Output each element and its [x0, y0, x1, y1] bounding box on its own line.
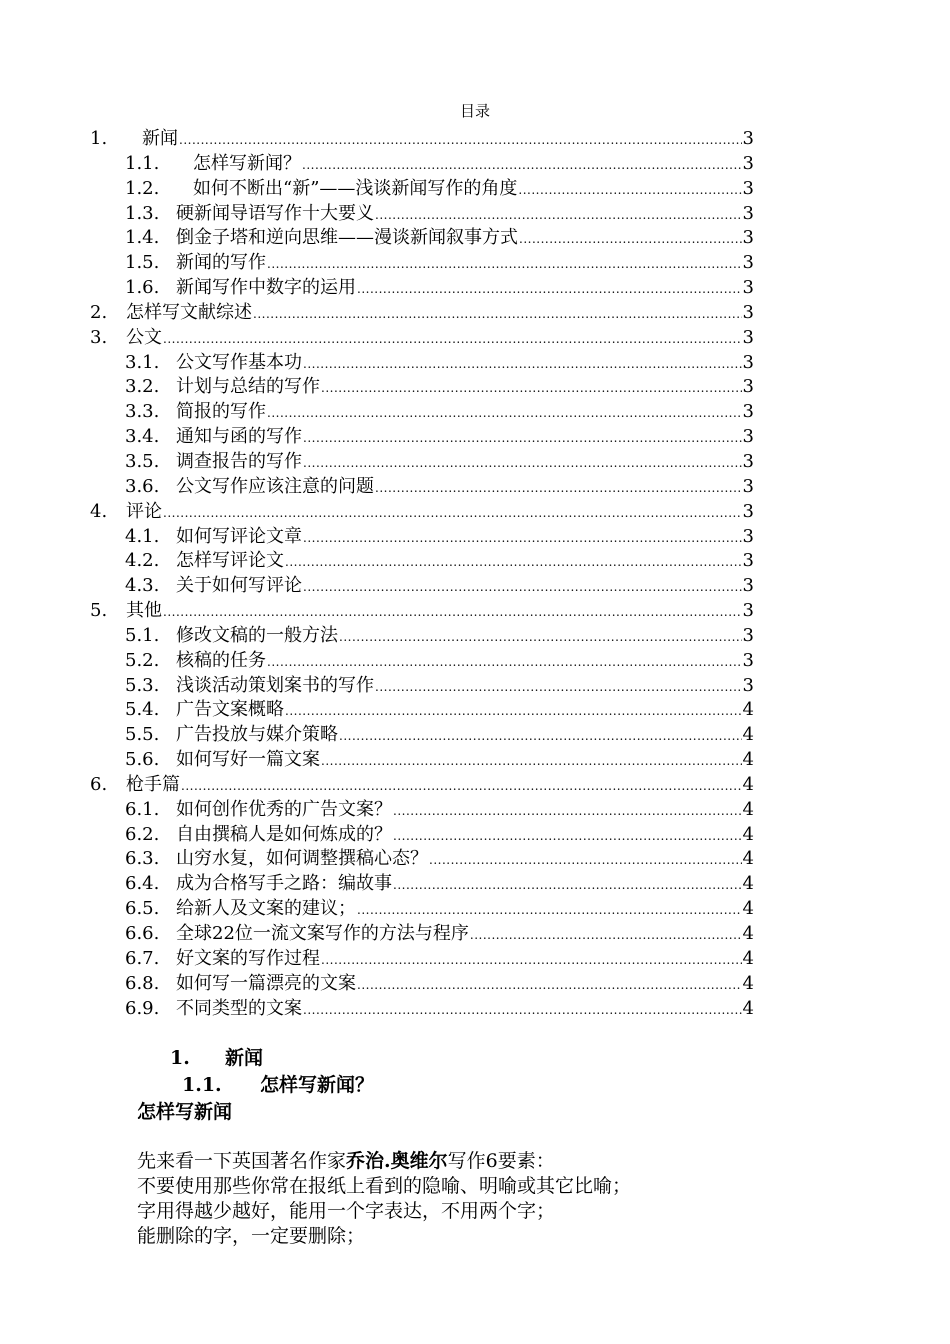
- toc-dot-leader: [303, 580, 742, 594]
- toc-entry-title: 如何写一篇漂亮的文案: [176, 972, 356, 994]
- toc-entry-page: 3: [742, 301, 754, 323]
- toc-entry[interactable]: [90, 919, 754, 944]
- toc-entry-title: 硬新闻导语写作十大要义: [176, 202, 374, 224]
- toc-entry[interactable]: [90, 273, 754, 298]
- toc-dot-leader: [375, 208, 742, 222]
- author-name: 乔治.奥维尔: [346, 1150, 448, 1172]
- toc-entry[interactable]: [90, 720, 754, 745]
- toc-entry-page: 3: [742, 177, 754, 199]
- toc-entry-number: 5.4.: [125, 699, 160, 721]
- toc-entry-title: 计划与总结的写作: [176, 376, 320, 398]
- intro-paragraph: [137, 1146, 555, 1173]
- toc-entry-title: 公文写作应该注意的问题: [176, 475, 374, 497]
- toc-entry-number: 6.2.: [125, 823, 160, 845]
- toc-dot-leader: [393, 878, 742, 892]
- toc-dot-leader: [357, 903, 742, 917]
- toc-dot-leader: [163, 506, 742, 520]
- toc-entry-page: 3: [742, 450, 754, 472]
- rule-line: 字用得越少越好，能用一个字表达，不用两个字；: [137, 1200, 556, 1222]
- toc-entry[interactable]: [90, 149, 754, 174]
- intro-text: 先来看一下英国著名作家: [137, 1150, 347, 1172]
- toc-entry-number: 1.6.: [125, 277, 160, 298]
- toc-entry-title: 公文写作基本功: [176, 351, 302, 373]
- toc-entry-number: 5.: [90, 600, 108, 621]
- toc-entry-number: 4.2.: [125, 550, 160, 572]
- toc-title: 目录: [459, 102, 490, 120]
- toc-entry[interactable]: [90, 447, 754, 472]
- toc-entry-number: 3.2.: [125, 376, 160, 398]
- toc-entry-number: 4.1.: [125, 525, 160, 547]
- toc-entry-page: 4: [742, 873, 754, 895]
- toc-entry-title: 简报的写作: [176, 401, 266, 423]
- toc-entry-number: 4.3.: [125, 575, 160, 597]
- toc-entry-number: 6.6.: [125, 923, 160, 944]
- toc-entry-page: 4: [742, 997, 754, 1019]
- toc-entry-page: 4: [742, 848, 754, 870]
- section-heading-1: [170, 1043, 263, 1070]
- toc-entry-title: 自由撰稿人是如何炼成的？: [176, 823, 392, 845]
- toc-entry-page: 3: [742, 426, 754, 447]
- toc-entry-title: 给新人及文案的建议；: [176, 898, 356, 919]
- toc-entry-title: 通知与函的写作: [176, 426, 302, 447]
- toc-dot-leader: [339, 630, 742, 644]
- toc-entry-number: 6.1.: [125, 798, 160, 820]
- toc-entry-title: 不同类型的文案: [176, 997, 302, 1019]
- toc-entry[interactable]: [90, 298, 754, 323]
- toc-entry-title: 浅谈活动策划案书的写作: [176, 674, 374, 696]
- table-of-contents: [90, 124, 754, 1018]
- toc-entry[interactable]: [90, 596, 754, 621]
- toc-entry-page: 3: [742, 401, 754, 423]
- toc-entry-page: 4: [742, 798, 754, 820]
- toc-dot-leader: [303, 1003, 742, 1017]
- toc-dot-leader: [375, 680, 742, 694]
- toc-entry-page: 3: [742, 500, 754, 522]
- toc-entry-title: 新闻: [142, 128, 178, 149]
- toc-entry-title: 关于如何写评论: [176, 575, 302, 597]
- toc-entry-page: 4: [742, 972, 754, 994]
- subsection-title: 怎样写新闻？: [260, 1074, 375, 1096]
- subsection-number: 1.1.: [182, 1074, 222, 1096]
- toc-entry-title: 如何创作优秀的广告文案？: [176, 798, 392, 820]
- toc-entry-number: 5.5.: [125, 724, 160, 746]
- toc-entry-number: 1.4.: [125, 227, 160, 249]
- toc-entry-number: 1.1.: [125, 152, 160, 174]
- toc-entry[interactable]: [90, 869, 754, 894]
- toc-entry-page: 3: [742, 475, 754, 497]
- toc-entry-page: 4: [742, 823, 754, 845]
- toc-entry-title: 倒金子塔和逆向思维——漫谈新闻叙事方式: [176, 227, 518, 249]
- toc-entry-number: 1.: [90, 128, 108, 149]
- toc-dot-leader: [375, 481, 742, 495]
- toc-entry-page: 3: [742, 550, 754, 572]
- toc-entry-number: 5.2.: [125, 649, 160, 671]
- toc-entry-title: 调查报告的写作: [176, 450, 302, 472]
- toc-entry-title: 如何不断出“新”——浅谈新闻写作的角度: [193, 177, 518, 199]
- toc-entry-title: 核稿的任务: [176, 649, 266, 671]
- toc-dot-leader: [163, 605, 742, 619]
- toc-entry-number: 3.: [90, 326, 108, 348]
- toc-entry-title: 其他: [126, 600, 162, 621]
- toc-dot-leader: [303, 531, 742, 545]
- toc-dot-leader: [267, 257, 742, 271]
- toc-entry[interactable]: [90, 124, 754, 149]
- toc-dot-leader: [429, 853, 742, 867]
- toc-entry-number: 3.5.: [125, 450, 160, 472]
- toc-dot-leader: [181, 779, 742, 793]
- toc-entry-page: 3: [742, 227, 754, 249]
- toc-entry-title: 怎样写新闻？: [193, 152, 301, 174]
- toc-dot-leader: [179, 133, 742, 147]
- toc-entry-title: 修改文稿的一般方法: [176, 624, 338, 646]
- toc-entry-page: 3: [742, 326, 754, 348]
- toc-entry-number: 3.3.: [125, 401, 160, 423]
- toc-dot-leader: [303, 431, 742, 445]
- toc-entry-number: 6.7.: [125, 947, 160, 969]
- toc-entry-title: 如何写好一篇文案: [176, 749, 320, 770]
- toc-entry[interactable]: [90, 323, 754, 348]
- toc-entry-page: 3: [742, 674, 754, 696]
- toc-dot-leader: [357, 978, 742, 992]
- toc-entry[interactable]: [90, 695, 754, 720]
- toc-entry-page: 3: [742, 277, 754, 298]
- toc-entry[interactable]: [90, 820, 754, 845]
- toc-entry[interactable]: [90, 944, 754, 969]
- toc-entry-number: 1.2.: [125, 177, 160, 199]
- toc-entry-number: 6.: [90, 773, 108, 795]
- toc-dot-leader: [303, 456, 742, 470]
- rule-line: 能删除的字，一定要删除；: [137, 1225, 366, 1247]
- toc-entry[interactable]: [90, 621, 754, 646]
- toc-entry-number: 5.3.: [125, 674, 160, 696]
- toc-entry-page: 3: [742, 575, 754, 597]
- toc-entry[interactable]: [90, 894, 754, 919]
- toc-entry[interactable]: [90, 571, 754, 596]
- toc-entry-page: 4: [742, 699, 754, 721]
- toc-entry-title: 新闻写作中数字的运用: [176, 277, 356, 298]
- toc-entry-number: 6.4.: [125, 873, 160, 895]
- toc-dot-leader: [321, 381, 742, 395]
- toc-entry-title: 怎样写评论文: [176, 550, 284, 572]
- toc-dot-leader: [267, 655, 742, 669]
- toc-dot-leader: [393, 829, 742, 843]
- toc-dot-leader: [470, 928, 742, 942]
- toc-entry[interactable]: [90, 646, 754, 671]
- article-title: 怎样写新闻: [137, 1101, 233, 1123]
- toc-dot-leader: [267, 406, 742, 420]
- toc-entry-page: 3: [742, 252, 754, 274]
- toc-entry[interactable]: [90, 546, 754, 571]
- toc-entry[interactable]: [90, 422, 754, 447]
- toc-entry-number: 3.6.: [125, 475, 160, 497]
- toc-entry[interactable]: [90, 397, 754, 422]
- toc-entry-number: 6.8.: [125, 972, 160, 994]
- section-number: 1.: [170, 1047, 190, 1069]
- toc-entry-title: 评论: [126, 500, 162, 522]
- toc-dot-leader: [285, 555, 742, 569]
- toc-entry-page: 4: [742, 773, 754, 795]
- toc-entry-page: 4: [742, 749, 754, 770]
- toc-entry-page: 4: [742, 898, 754, 919]
- toc-entry-number: 3.4.: [125, 426, 160, 447]
- subsection-heading: [182, 1070, 374, 1097]
- toc-entry-number: 6.9.: [125, 997, 160, 1019]
- toc-entry-title: 新闻的写作: [176, 252, 266, 274]
- toc-entry[interactable]: [90, 348, 754, 373]
- toc-entry[interactable]: [90, 497, 754, 522]
- toc-entry-title: 公文: [126, 326, 162, 348]
- toc-entry-number: 5.6.: [125, 749, 160, 770]
- toc-entry[interactable]: [90, 671, 754, 696]
- toc-entry-page: 4: [742, 923, 754, 944]
- toc-entry[interactable]: [90, 844, 754, 869]
- toc-entry-page: 3: [742, 376, 754, 398]
- toc-dot-leader: [285, 704, 742, 718]
- rule-line: 不要使用那些你常在报纸上看到的隐喻、明喻或其它比喻；: [137, 1175, 632, 1197]
- toc-entry[interactable]: [90, 745, 754, 770]
- toc-entry-page: 3: [742, 128, 754, 149]
- toc-dot-leader: [302, 158, 742, 172]
- toc-dot-leader: [321, 953, 742, 967]
- toc-dot-leader: [519, 232, 742, 246]
- toc-entry-number: 1.5.: [125, 252, 160, 274]
- toc-entry[interactable]: [90, 223, 754, 248]
- toc-entry[interactable]: [90, 372, 754, 397]
- toc-dot-leader: [163, 332, 742, 346]
- toc-entry-number: 6.3.: [125, 848, 160, 870]
- toc-entry-page: 3: [742, 152, 754, 174]
- toc-entry-title: 山穷水复，如何调整撰稿心态？: [176, 848, 428, 870]
- toc-entry-page: 3: [742, 624, 754, 646]
- toc-entry-number: 6.5.: [125, 898, 160, 919]
- toc-entry[interactable]: [90, 472, 754, 497]
- toc-entry[interactable]: [90, 795, 754, 820]
- toc-entry-number: 5.1.: [125, 624, 160, 646]
- toc-dot-leader: [303, 357, 742, 371]
- toc-entry[interactable]: [90, 994, 754, 1019]
- toc-entry[interactable]: [90, 248, 754, 273]
- toc-entry-page: 3: [742, 525, 754, 547]
- toc-dot-leader: [339, 729, 742, 743]
- toc-entry-page: 4: [742, 947, 754, 969]
- toc-entry-title: 广告文案概略: [176, 699, 284, 721]
- toc-dot-leader: [253, 307, 742, 321]
- toc-entry-page: 3: [742, 202, 754, 224]
- toc-entry-title: 如何写评论文章: [176, 525, 302, 547]
- toc-entry[interactable]: [90, 174, 754, 199]
- toc-entry-number: 3.1.: [125, 351, 160, 373]
- toc-entry-page: 3: [742, 649, 754, 671]
- section-title: 新闻: [225, 1047, 264, 1069]
- toc-entry-page: 3: [742, 351, 754, 373]
- toc-entry-number: 1.3.: [125, 202, 160, 224]
- toc-dot-leader: [518, 183, 741, 197]
- toc-entry-title: 全球22位一流文案写作的方法与程序: [176, 923, 469, 944]
- toc-entry[interactable]: [90, 969, 754, 994]
- toc-entry-title: 怎样写文献综述: [126, 301, 252, 323]
- intro-text-end: 写作6要素：: [447, 1150, 555, 1172]
- toc-entry-number: 4.: [90, 500, 108, 522]
- toc-entry-title: 广告投放与媒介策略: [176, 724, 338, 746]
- toc-entry-title: 好文案的写作过程: [176, 947, 320, 969]
- toc-dot-leader: [321, 754, 742, 768]
- toc-entry[interactable]: [90, 770, 754, 795]
- toc-entry-number: 2.: [90, 301, 108, 323]
- toc-dot-leader: [393, 804, 742, 818]
- toc-entry[interactable]: [90, 522, 754, 547]
- toc-dot-leader: [357, 282, 742, 296]
- toc-entry[interactable]: [90, 199, 754, 224]
- toc-entry-page: 3: [742, 600, 754, 621]
- toc-entry-page: 4: [742, 724, 754, 746]
- toc-entry-title: 枪手篇: [126, 773, 180, 795]
- toc-entry-title: 成为合格写手之路：编故事: [176, 873, 392, 895]
